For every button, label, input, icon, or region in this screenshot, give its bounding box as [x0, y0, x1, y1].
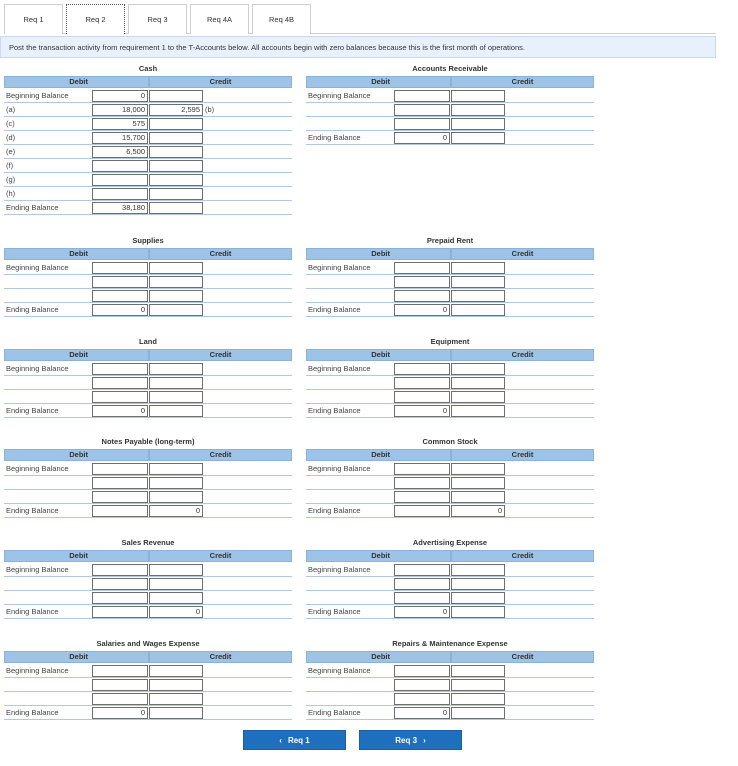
debit-header: Debit	[306, 349, 451, 361]
beginning-balance-label: Beginning Balance	[6, 565, 69, 574]
credit-input[interactable]	[149, 290, 203, 302]
credit-letter[interactable]: (b)	[205, 105, 215, 114]
ending-balance-label: Ending Balance	[308, 133, 361, 142]
t-account-supplies	[4, 235, 292, 327]
credit-input[interactable]	[149, 132, 203, 144]
beginning-debit-input[interactable]	[394, 363, 450, 375]
credit-input[interactable]	[149, 377, 203, 389]
beginning-balance-label: Beginning Balance	[308, 364, 371, 373]
ending-credit-value	[451, 132, 505, 144]
ending-balance-label: Ending Balance	[6, 305, 59, 314]
account-title: Salaries and Wages Expense	[96, 639, 200, 648]
next-req-button[interactable]	[359, 730, 462, 750]
ending-debit-value: 0	[394, 304, 450, 316]
debit-input[interactable]	[394, 377, 450, 389]
beginning-balance-label: Beginning Balance	[308, 91, 371, 100]
credit-header: Credit	[149, 76, 292, 88]
credit-input[interactable]	[149, 391, 203, 403]
ending-debit-value: 0	[92, 405, 148, 417]
account-title: Land	[139, 337, 157, 346]
credit-input[interactable]	[451, 377, 505, 389]
tab-req-3[interactable]: Req 3	[128, 4, 187, 34]
debit-header: Debit	[306, 550, 451, 562]
credit-value: 2,595	[181, 105, 200, 114]
beginning-credit-input[interactable]	[149, 363, 203, 375]
debit-input[interactable]	[92, 491, 148, 503]
tab-req-4a[interactable]: Req 4A	[190, 4, 249, 34]
beginning-debit-input[interactable]	[92, 665, 148, 677]
credit-input[interactable]	[451, 290, 505, 302]
credit-header: Credit	[149, 550, 292, 562]
credit-header: Credit	[451, 248, 594, 260]
debit-input[interactable]	[92, 290, 148, 302]
t-account-salaries	[4, 638, 292, 730]
debit-input[interactable]	[394, 679, 450, 691]
debit-input[interactable]	[92, 391, 148, 403]
credit-header: Credit	[149, 349, 292, 361]
tab-req-2[interactable]: Req 2	[66, 4, 125, 34]
credit-input[interactable]	[149, 160, 203, 172]
entry-letter[interactable]: (g)	[6, 175, 16, 184]
ending-debit-value: 0	[394, 132, 450, 144]
credit-input[interactable]	[451, 276, 505, 288]
ending-balance-label: Ending Balance	[308, 305, 361, 314]
ending-credit-value	[451, 707, 505, 719]
credit-header: Credit	[451, 550, 594, 562]
next-label: Req 3	[395, 735, 418, 745]
debit-input[interactable]	[92, 693, 148, 705]
ending-debit-value	[394, 505, 450, 517]
prev-req-button[interactable]	[243, 730, 346, 750]
account-title: Advertising Expense	[412, 538, 488, 547]
beginning-balance-label: Beginning Balance	[308, 464, 371, 473]
credit-input[interactable]	[149, 578, 203, 590]
t-account-sales-revenue	[4, 537, 292, 629]
beginning-debit-input[interactable]	[92, 564, 148, 576]
ending-debit-value: 0	[394, 405, 450, 417]
account-title: Equipment	[430, 337, 470, 346]
t-account-equipment	[306, 336, 594, 428]
t-account-cash	[4, 63, 292, 223]
account-title: Accounts Receivable	[412, 64, 488, 73]
credit-input[interactable]	[149, 679, 203, 691]
ending-balance-label: Ending Balance	[6, 506, 59, 515]
ending-debit-value: 38,180	[92, 202, 148, 214]
debit-input[interactable]	[92, 160, 148, 172]
debit-header: Debit	[306, 76, 451, 88]
debit-input[interactable]: 18,000	[92, 104, 148, 116]
beginning-credit-input[interactable]	[149, 90, 203, 102]
entry-letter[interactable]: (a)	[6, 105, 16, 114]
account-title: Prepaid Rent	[426, 236, 474, 245]
beginning-credit-input[interactable]	[149, 262, 203, 274]
ending-credit-value: 0	[149, 606, 203, 618]
debit-header: Debit	[4, 449, 149, 461]
debit-input[interactable]	[92, 174, 148, 186]
ending-balance-label: Ending Balance	[6, 708, 59, 717]
credit-input[interactable]	[149, 146, 203, 158]
credit-input[interactable]	[451, 477, 505, 489]
credit-input[interactable]	[451, 104, 505, 116]
debit-header: Debit	[4, 349, 149, 361]
credit-input[interactable]	[451, 391, 505, 403]
credit-input[interactable]	[451, 679, 505, 691]
chevron-left-icon: ‹	[279, 735, 282, 745]
debit-input[interactable]	[92, 679, 148, 691]
credit-input[interactable]	[149, 118, 203, 130]
ending-balance-label: Ending Balance	[308, 506, 361, 515]
beginning-credit-input[interactable]	[451, 463, 505, 475]
debit-header: Debit	[4, 76, 149, 88]
ending-credit-value	[451, 304, 505, 316]
debit-header: Debit	[4, 651, 149, 663]
account-title: Repairs & Maintenance Expense	[392, 639, 508, 648]
credit-header: Credit	[149, 248, 292, 260]
beginning-credit-input[interactable]	[451, 564, 505, 576]
ending-balance-label: Ending Balance	[308, 607, 361, 616]
credit-input[interactable]	[451, 693, 505, 705]
debit-header: Debit	[306, 248, 451, 260]
account-title: Sales Revenue	[121, 538, 175, 547]
ending-debit-value	[92, 505, 148, 517]
beginning-credit-input[interactable]	[451, 262, 505, 274]
beginning-credit-input[interactable]	[149, 463, 203, 475]
debit-input[interactable]	[394, 276, 450, 288]
ending-credit-value	[149, 405, 203, 417]
ending-credit-value	[451, 405, 505, 417]
ending-debit-value: 0	[394, 707, 450, 719]
beginning-balance-label: Beginning Balance	[308, 263, 371, 272]
beginning-balance-label: Beginning Balance	[6, 464, 69, 473]
credit-input[interactable]	[149, 491, 203, 503]
debit-input[interactable]: 6,500	[92, 146, 148, 158]
debit-input[interactable]	[92, 477, 148, 489]
debit-header: Debit	[4, 248, 149, 260]
beginning-debit-input[interactable]	[394, 90, 450, 102]
ending-credit-value	[149, 202, 203, 214]
tab-bar	[4, 4, 716, 34]
credit-header: Credit	[451, 76, 594, 88]
account-title: Supplies	[132, 236, 164, 245]
debit-input[interactable]	[394, 118, 450, 130]
debit-input[interactable]	[92, 592, 148, 604]
tab-req-4b[interactable]: Req 4B	[252, 4, 311, 34]
debit-input[interactable]	[394, 290, 450, 302]
beginning-credit-input[interactable]	[451, 363, 505, 375]
beginning-debit-input[interactable]	[394, 665, 450, 677]
t-account-land	[4, 336, 292, 428]
beginning-credit-input[interactable]	[451, 665, 505, 677]
ending-credit-value: 0	[149, 505, 203, 517]
ending-credit-value	[149, 707, 203, 719]
t-account-common-stock	[306, 436, 594, 528]
credit-header: Credit	[149, 449, 292, 461]
ending-debit-value: 0	[92, 707, 148, 719]
entry-letter[interactable]: (c)	[6, 119, 15, 128]
ending-balance-label: Ending Balance	[6, 406, 59, 415]
debit-header: Debit	[306, 651, 451, 663]
t-account-repairs	[306, 638, 594, 730]
entry-letter[interactable]: (d)	[6, 133, 16, 142]
beginning-credit-input[interactable]	[451, 90, 505, 102]
ending-balance-label: Ending Balance	[308, 708, 361, 717]
ending-credit-value	[149, 304, 203, 316]
debit-header: Debit	[306, 449, 451, 461]
debit-input[interactable]	[394, 592, 450, 604]
debit-input[interactable]	[394, 693, 450, 705]
ending-credit-value	[451, 606, 505, 618]
debit-input[interactable]	[394, 578, 450, 590]
debit-input[interactable]: 15,700	[92, 132, 148, 144]
credit-input[interactable]	[451, 592, 505, 604]
credit-input[interactable]	[451, 118, 505, 130]
t-account-prepaid-rent	[306, 235, 594, 327]
ending-balance-label: Ending Balance	[6, 203, 59, 212]
ending-balance-label: Ending Balance	[308, 406, 361, 415]
debit-input[interactable]	[394, 491, 450, 503]
prev-label: Req 1	[287, 735, 310, 745]
credit-input[interactable]	[149, 477, 203, 489]
beginning-balance-label: Beginning Balance	[6, 666, 69, 675]
beginning-balance-label: Beginning Balance	[6, 91, 69, 100]
credit-input[interactable]	[149, 592, 203, 604]
instructions: Post the transaction activity from requirement 1 to the T-Accounts below. All accounts begin with zero balances because this is the first month of operations.	[0, 36, 716, 58]
debit-input[interactable]	[394, 391, 450, 403]
chevron-right-icon: ›	[423, 735, 426, 745]
beginning-credit-input[interactable]	[149, 665, 203, 677]
ending-credit-value: 0	[451, 505, 505, 517]
beginning-balance-label: Beginning Balance	[6, 364, 69, 373]
debit-input[interactable]: 575	[92, 118, 148, 130]
account-title: Cash	[138, 64, 158, 73]
debit-input[interactable]	[92, 578, 148, 590]
debit-input[interactable]	[92, 276, 148, 288]
ending-debit-value: 0	[92, 304, 148, 316]
debit-input[interactable]	[394, 477, 450, 489]
beginning-balance-label: Beginning Balance	[308, 666, 371, 675]
beginning-debit-input[interactable]	[92, 262, 148, 274]
credit-input[interactable]	[149, 693, 203, 705]
credit-header: Credit	[451, 651, 594, 663]
credit-header: Credit	[149, 651, 292, 663]
debit-input[interactable]	[92, 188, 148, 200]
entry-letter[interactable]: (f)	[6, 161, 14, 170]
beginning-balance-label: Beginning Balance	[308, 565, 371, 574]
debit-input[interactable]	[92, 377, 148, 389]
account-title: Notes Payable (long-term)	[101, 437, 195, 446]
credit-input[interactable]	[149, 174, 203, 186]
t-account-advertising	[306, 537, 594, 629]
credit-input[interactable]	[451, 491, 505, 503]
credit-header: Credit	[451, 349, 594, 361]
beginning-balance-label: Beginning Balance	[6, 263, 69, 272]
beginning-debit-input[interactable]	[394, 463, 450, 475]
t-account-accounts-receivable	[306, 63, 594, 155]
debit-header: Debit	[4, 550, 149, 562]
beginning-debit-input[interactable]	[92, 363, 148, 375]
ending-debit-value	[92, 606, 148, 618]
credit-input[interactable]	[451, 578, 505, 590]
account-title: Common Stock	[422, 437, 478, 446]
entry-letter[interactable]: (e)	[6, 147, 16, 156]
credit-input[interactable]	[149, 104, 203, 116]
beginning-debit-input[interactable]: 0	[92, 90, 148, 102]
t-account-notes-payable	[4, 436, 292, 528]
credit-input[interactable]	[149, 188, 203, 200]
ending-balance-label: Ending Balance	[6, 607, 59, 616]
entry-letter[interactable]: (h)	[6, 189, 16, 198]
beginning-debit-input[interactable]	[394, 262, 450, 274]
tab-req-1[interactable]: Req 1	[4, 4, 63, 34]
beginning-credit-input[interactable]	[149, 564, 203, 576]
beginning-debit-input[interactable]	[92, 463, 148, 475]
credit-header: Credit	[451, 449, 594, 461]
beginning-debit-input[interactable]	[394, 564, 450, 576]
debit-input[interactable]	[394, 104, 450, 116]
ending-debit-value: 0	[394, 606, 450, 618]
credit-input[interactable]	[149, 276, 203, 288]
